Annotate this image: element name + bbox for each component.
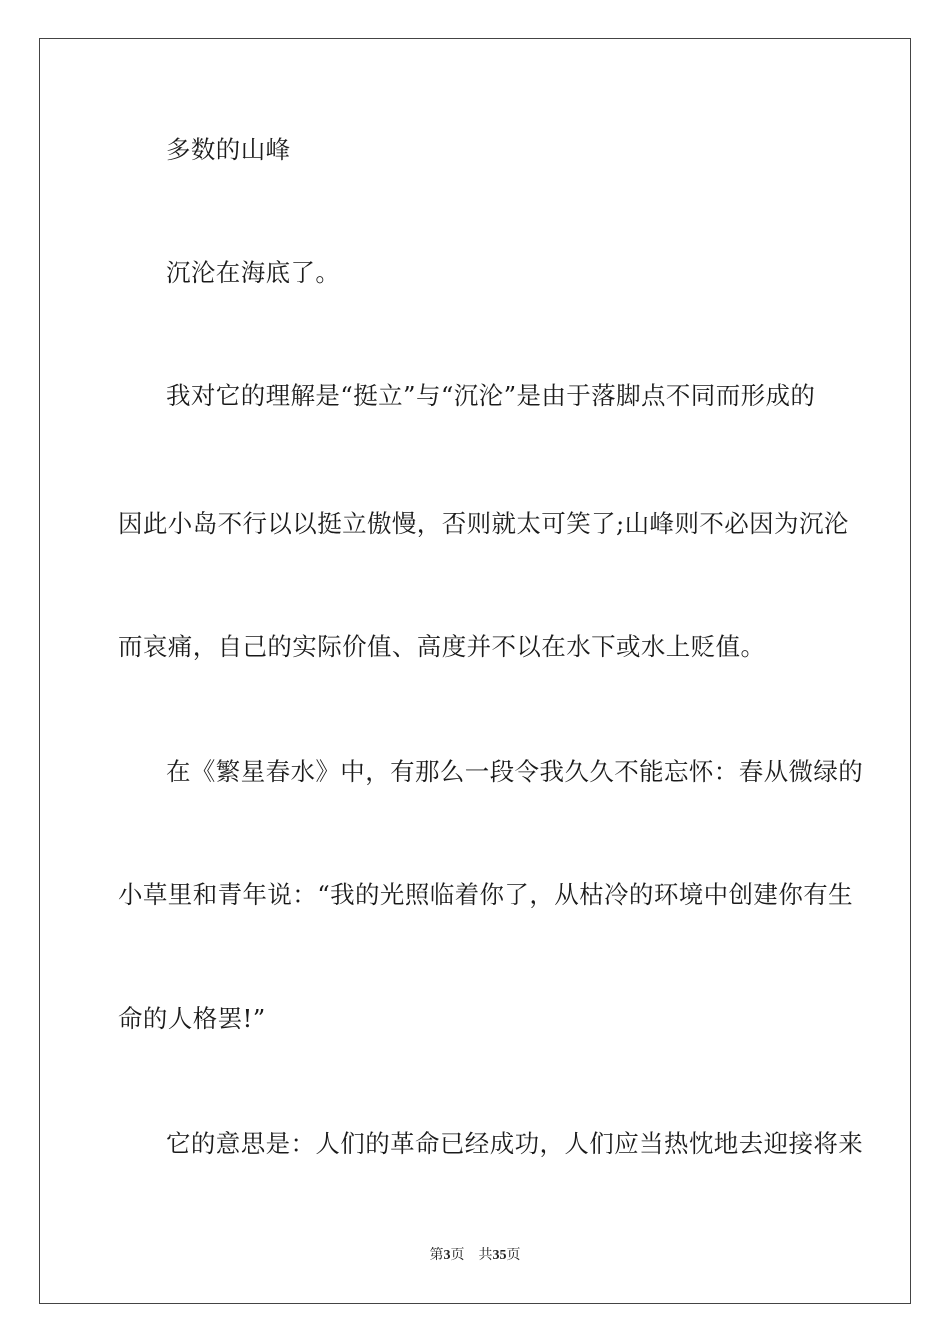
- paragraph-line: 因此小岛不行以以挺立傲慢，否则就太可笑了;山峰则不必因为沉沦: [118, 509, 849, 538]
- paragraph-line: 命的人格罢!”: [118, 1004, 266, 1033]
- page-prefix: 第: [429, 1248, 444, 1263]
- paragraph-line: 沉沦在海底了。: [166, 258, 341, 287]
- paragraph-line: 它的意思是：人们的革命已经成功，人们应当热忱地去迎接将来: [166, 1129, 864, 1158]
- paragraph-line: 小草里和青年说：“我的光照临着你了，从枯冷的环境中创建你有生: [118, 880, 854, 909]
- total-pages: 35: [492, 1248, 507, 1263]
- total-prefix: 共: [478, 1248, 493, 1263]
- page-suffix: 页: [450, 1248, 465, 1263]
- page-footer: [0, 1247, 950, 1265]
- paragraph-line: 我对它的理解是“挺立”与“沉沦”是由于落脚点不同而形成的: [166, 381, 816, 410]
- page-border: [39, 38, 911, 1304]
- paragraph-line: 在《繁星春水》中，有那么一段令我久久不能忘怀：春从微绿的: [166, 757, 864, 786]
- paragraph-line: 而哀痛，自己的实际价值、高度并不以在水下或水上贬值。: [118, 632, 766, 661]
- total-suffix: 页: [506, 1248, 521, 1263]
- paragraph-line: 多数的山峰: [166, 135, 291, 164]
- page-number: 3: [443, 1248, 451, 1263]
